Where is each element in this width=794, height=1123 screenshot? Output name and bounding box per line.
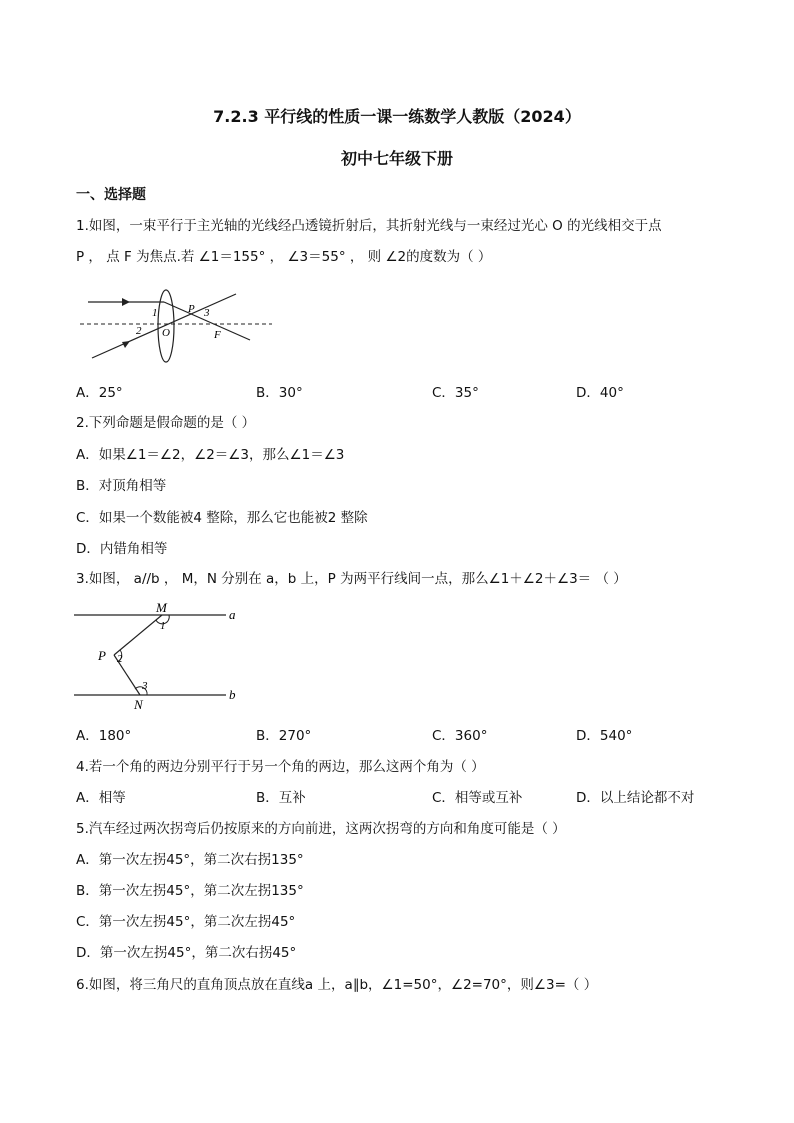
document-subtitle: 初中七年级下册 (340, 149, 453, 168)
q1-label-o: O (162, 327, 170, 339)
q3-option-a: A．180° (76, 728, 132, 744)
q3-option-b: B．270° (256, 728, 312, 744)
q3-label-2: 2 (117, 653, 123, 665)
q5-option-a: A．第一次左拐45°，第二次右拐135° (76, 852, 304, 868)
q6-stem: 6.如图，将三角尺的直角顶点放在直线a 上，a∥b，∠1=50°，∠2=70°，则∠3=（ ） (76, 977, 598, 993)
q3-stem: 3.如图， a//b ， M，N 分别在 a，b 上，P 为两平行线间一点，那么∠1＋∠2＋∠3＝ （ ） (76, 571, 627, 587)
document-title: 7.2.3 平行线的性质一课一练数学人教版（2024） (213, 107, 581, 126)
q4-option-b: B．互补 (256, 790, 306, 806)
q3-label-b: b (229, 687, 236, 702)
q1-label-2: 2 (136, 325, 142, 337)
q1-label-1: 1 (152, 307, 158, 319)
q4-option-d: D．以上结论都不对 (576, 790, 695, 806)
q3-label-m: M (156, 600, 167, 615)
q5-option-c: C．第一次左拐45°，第二次左拐45° (76, 914, 296, 930)
q5-stem: 5.汽车经过两次拐弯后仍按原来的方向前进，这两次拐弯的方向和角度可能是（ ） (76, 821, 566, 837)
q1-option-b: B．30° (256, 385, 303, 401)
q3-label-a: a (229, 607, 236, 622)
q1-label-p: P (188, 303, 195, 315)
q1-stem-line2: P ， 点 F 为焦点.若 ∠1＝155° ， ∠3＝55° ， 则 ∠2的度数为（ ） (76, 249, 492, 265)
q2-option-d: D．内错角相等 (76, 541, 168, 557)
q4-stem: 4.若一个角的两边分别平行于另一个角的两边，那么这两个角为（ ） (76, 759, 485, 775)
q1-label-3: 3 (204, 307, 210, 319)
q3-parallel-lines-figure (74, 598, 246, 710)
q3-label-p: P (98, 648, 106, 663)
q1-stem-line1: 1.如图，一束平行于主光轴的光线经凸透镜折射后，其折射光线与一束经过光心 O 的光线相交于点 (76, 218, 662, 234)
q5-option-b: B．第一次左拐45°，第二次左拐135° (76, 883, 304, 899)
q2-option-b: B．对顶角相等 (76, 478, 167, 494)
q3-option-c: C．360° (432, 728, 488, 744)
section-heading: 一、选择题 (76, 187, 146, 203)
q4-option-c: C．相等或互补 (432, 790, 523, 806)
q3-label-3: 3 (142, 680, 148, 692)
q1-label-f: F (214, 329, 221, 341)
q1-option-a: A．25° (76, 385, 123, 401)
q4-option-a: A．相等 (76, 790, 126, 806)
q1-lens-figure (80, 286, 272, 370)
q1-option-d: D．40° (576, 385, 624, 401)
q5-option-d: D．第一次左拐45°，第二次右拐45° (76, 945, 297, 961)
q1-option-c: C．35° (432, 385, 479, 401)
q3-label-n: N (134, 697, 143, 710)
q2-option-a: A．如果∠1＝∠2，∠2＝∠3，那么∠1＝∠3 (76, 447, 345, 463)
q2-stem: 2.下列命题是假命题的是（ ） (76, 415, 256, 431)
q2-option-c: C．如果一个数能被4 整除，那么它也能被2 整除 (76, 510, 368, 526)
q3-option-d: D．540° (576, 728, 633, 744)
q3-label-1: 1 (160, 620, 166, 632)
